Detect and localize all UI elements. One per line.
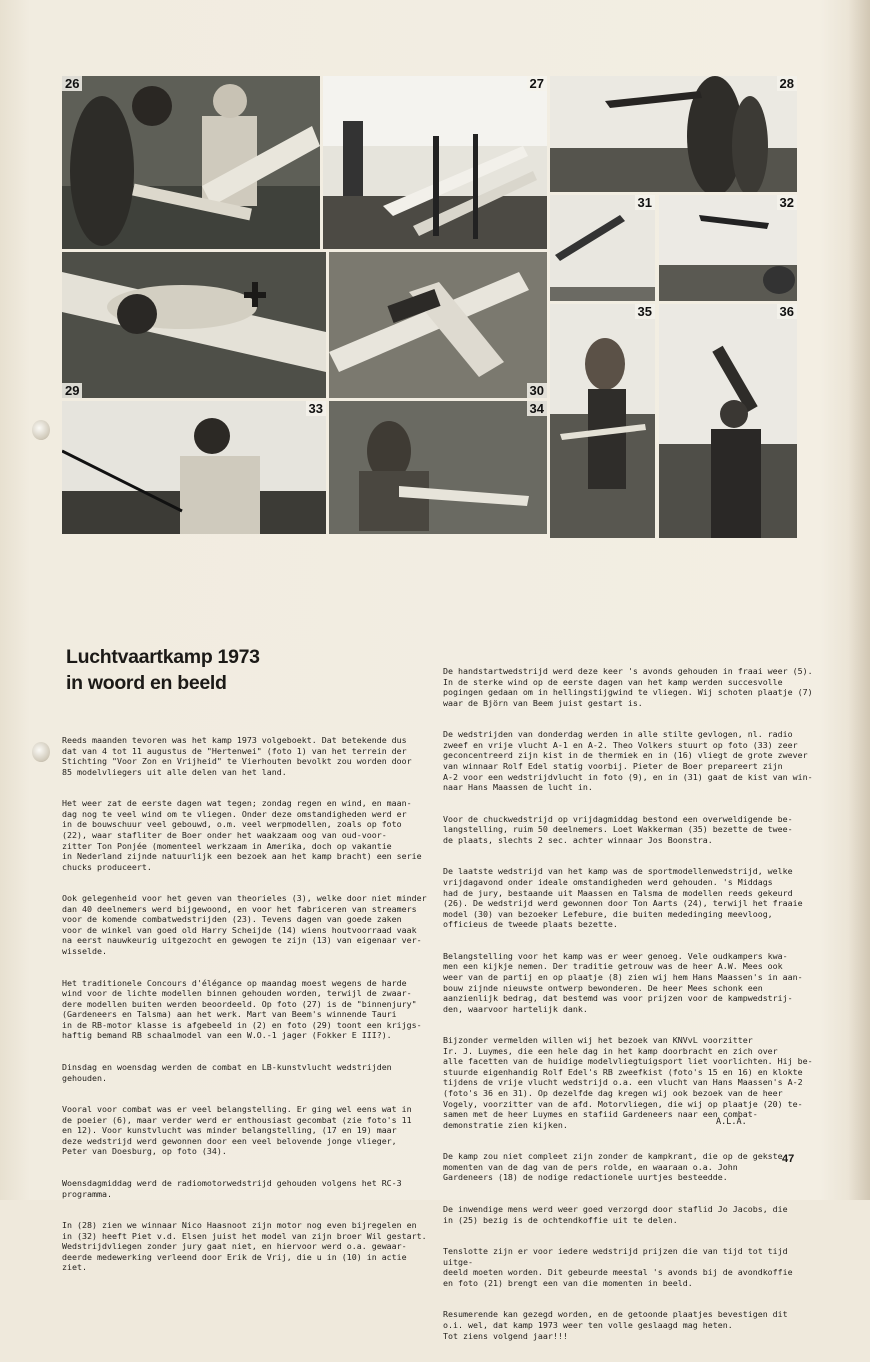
paragraph: Het traditionele Concours d'élégance op maandag moest wegens de harde wind voor de lichte modellen binnen gehouden worden, terwijl de zwaar- dere modellen buiten werden beoordeeld. Op foto (27) is de "binnenjury" (Gardeneers en Talsma) aan het werk. Mart van Beem's winnende Tauri in de RB-motor klasse is afgebeeld in (2) en foto (29) toont een krijgs- haftig bemand RB schaalmodel van een W.O.-1 jager (Fokker E III?). [62,977,422,1041]
photo-28 [550,76,797,192]
paragraph: De laatste wedstrijd van het kamp was de sportmodellenwedstrijd, welke vrijdagavond onder ideale omstandigheden werd gehouden. 's Middags had de jury, bestaande uit Maassen en Talsma de modellen reeds gekeurd (26). De wedstrijd werd gewonnen door Ton Aarts (24), terwijl het fraaie model (30) van bezoeker Lefebure, die buiten mededinging meevloog, officieus de tweede plaats bezette. [443,866,803,930]
photo-36-image [659,304,797,538]
photo-32-image [659,195,797,301]
page-edge-shadow [848,0,870,1200]
photo-number: 28 [777,76,797,91]
paragraph: Tenslotte zijn er voor iedere wedstrijd prijzen die van tijd tot tijd uitge- deeld moeten worden. Dit gebeurde meestal 's avonds bij de avondkoffie en foto (21) brengt een van die momenten in beeld. [443,1246,793,1288]
photo-27 [323,76,547,249]
binder-hole [32,420,50,440]
photo-33-image [62,401,326,534]
photo-number: 26 [62,76,82,91]
photo-number: 29 [62,383,82,398]
photo-35-image [550,304,655,538]
photo-32 [659,195,797,301]
photo-31 [550,195,655,301]
photo-number: 30 [527,383,547,398]
page-number: 47 [782,1153,795,1165]
paragraph: Reeds maanden tevoren was het kamp 1973 volgeboekt. Dat betekende dus dat van 4 tot 11 augustus de "Hertenwei" (foto 1) van het terrein der Stichting "Voor Zon en Vrijheid" te Vierhouten bevolkt zou worden door 85 modelvliegers uit alle delen van het land. [62,735,412,777]
paragraph: De kamp zou niet compleet zijn zonder de kampkrant, die op de gekste momenten van de dag van de pers rolde, en waaraan o.a. John Gardeneers (18) de nodige redactionele uurtjes besteedde. [443,1151,783,1183]
article-left-column [62,714,442,1294]
photo-number: 34 [527,401,547,416]
photo-30-image [329,252,547,398]
paragraph: Ook gelegenheid voor het geven van theorieles (3), welke door niet minder dan 40 deelnemers werd bijgewoond, en voor het fabriceren van streamers voor de komende combatwedstrijden (23). Tevens dagen van goede zaken voor de winkel van goed old Harry Scheijde (14) wiens houtvoorraad vaak na eerst nauwkeurig uitgezocht en gewogen te zijn (13) van eigenaar ver- wisselde. [62,893,427,957]
paragraph: De wedstrijden van donderdag werden in alle stilte gevlogen, nl. radio zweef en vrije vlucht A-1 en A-2. Theo Volkers stuurt op foto (33) zeer geconcentreerd zijn kist in de thermiek en in (16) vliegt de grote zwever van winnaar Rolf Edel statig voorbij. Pieter de Boer prepareert zijn A-2 voor een wedstrijdvlucht in foto (9), en in (31) gaat de kist van win- naar Hans Maassen de lucht in. [443,729,813,793]
photo-33 [62,401,326,534]
paragraph: Dinsdag en woensdag werden de combat en LB-kunstvlucht wedstrijden gehouden. [62,1062,392,1083]
paragraph: De inwendige mens werd weer goed verzorgd door staflid Jo Jacobs, die in (25) bezig is de ochtendkoffie uit te delen. [443,1203,788,1225]
paragraph: Belangstelling voor het kamp was er weer genoeg. Vele oudkampers kwa- men een kijkje nemen. Der traditie getrouw was de heer A.W. Mees ook weer van de partij en op plaatje (8) zien wij hem Hans Maassen's in aan- bouw zijnde nieuwste ontwerp bewonderen. De heer Mees schonk een aanzienlijk bedrag, dat bestemd was voor prijzen voor de kampwedstrij- den, waarvoor hartelijk dank. [443,950,803,1014]
photo-34-image [329,401,547,534]
photo-number: 31 [635,195,655,210]
author-signature: A.L.A. [716,1117,747,1127]
photo-27-image [323,76,547,249]
paragraph: Bijzonder vermelden willen wij het bezoek van KNVvL voorzitter Ir. J. Luymes, die een hele dag in het kamp doorbracht en zich over alle facetten van de huidige modelvliegtuigsport liet voorlichten. Hij be- stuurde eigenhandig Rolf Edel's RB zweefkist (foto's 15 en 16) en klokte tijdens de vrije vlucht wedstrijd o.a. een vlucht van Hans Maassen's A-2 (foto's 36 en 31). Op dezelfde dag kregen wij ook bezoek van de heer Vogely, voorzitter van de afd. Motorvliegen, die wij op plaatje (20) te- samen met de heer Luymes en stafiid Gardeneers naar een combat- demonstratie zien kijken. [443,1035,813,1130]
photo-28-image [550,76,797,192]
paragraph: In (28) zien we winnaar Nico Haasnoot zijn motor nog even bijregelen en in (32) heeft Piet v.d. Elsen juist het model van zijn broer Wil gestart. Wedstrijdvliegen zonder jury gaat niet, en hiervoor werd o.a. gewaar- deerde medewerking verleend door Erik de Vrij, die u in (10) in actie ziet. [62,1220,427,1273]
paragraph: Vooral voor combat was er veel belangstelling. Er ging wel eens wat in de poeier (6), maar verder werd er enthousiast gecombat (zie foto's 11 en 12). Voor kunstvlucht was minder belangstelling, (17 en 19) maar deze wedstrijd werd gewonnen door een veel belovende jonge vlieger, Peter van Doesburg, op foto (34). [62,1104,412,1157]
photo-number: 27 [527,76,547,91]
photo-30 [329,252,547,398]
photo-number: 35 [635,304,655,319]
photo-36 [659,304,797,538]
photo-number: 33 [306,401,326,416]
paragraph: De handstartwedstrijd werd deze keer 's avonds gehouden in fraai weer (5). In de sterke wind op de eerste dagen van het kamp werden succesvolle pogingen gedaan om in hellingstijgwind te vliegen. Wij schoten plaatje (7) waar de Björn van Beem juist gestart is. [443,666,813,708]
paragraph: Woensdagmiddag werd de radiomotorwedstrijd gehouden volgens het RC-3 programma. [62,1178,402,1199]
paragraph: Het weer zat de eerste dagen wat tegen; zondag regen en wind, en maan- dag nog te veel wind om te vliegen. Onder deze omstandigheden werd er in de bouwschuur veel gebouwd, o.m. veel werpmodellen, zoals op foto (22), waar stafliter de Boer onder het waakzaam oog van oud-voor- zitter Ton Ponjée (momenteel werkzaam in Amerika, doch op vakantie in Nederland zijnde natuurlijk een bezoek aan het kamp bracht) een serie chucks produceert. [62,798,422,872]
paragraph: Resumerende kan gezegd worden, en de getoonde plaatjes bevestigen dit o.i. wel, dat kamp 1973 weer ten volle geslaagd mag heten. Tot ziens volgend jaar!!! [443,1309,788,1341]
photo-26-image [62,76,320,249]
article-title-line-1: Luchtvaartkamp 1973 [66,646,260,668]
photo-number: 32 [777,195,797,210]
photo-29-image [62,252,326,398]
paragraph: Voor de chuckwedstrijd op vrijdagmiddag bestond een overweldigende be- langstelling, ruim 50 deelnemers. Loet Wakkerman (35) bezette de twee- de plaats, slechts 2 sec. achter winnaar Jos Boonstra. [443,813,793,845]
photo-26 [62,76,320,249]
photo-number: 36 [777,304,797,319]
binder-hole [32,742,50,762]
photo-35 [550,304,655,538]
photo-31-image [550,195,655,301]
photo-29 [62,252,326,398]
article-right-column [443,645,821,1362]
photo-34 [329,401,547,534]
article-title [66,644,260,696]
article-title-line-2: in woord en beeld [66,672,227,694]
